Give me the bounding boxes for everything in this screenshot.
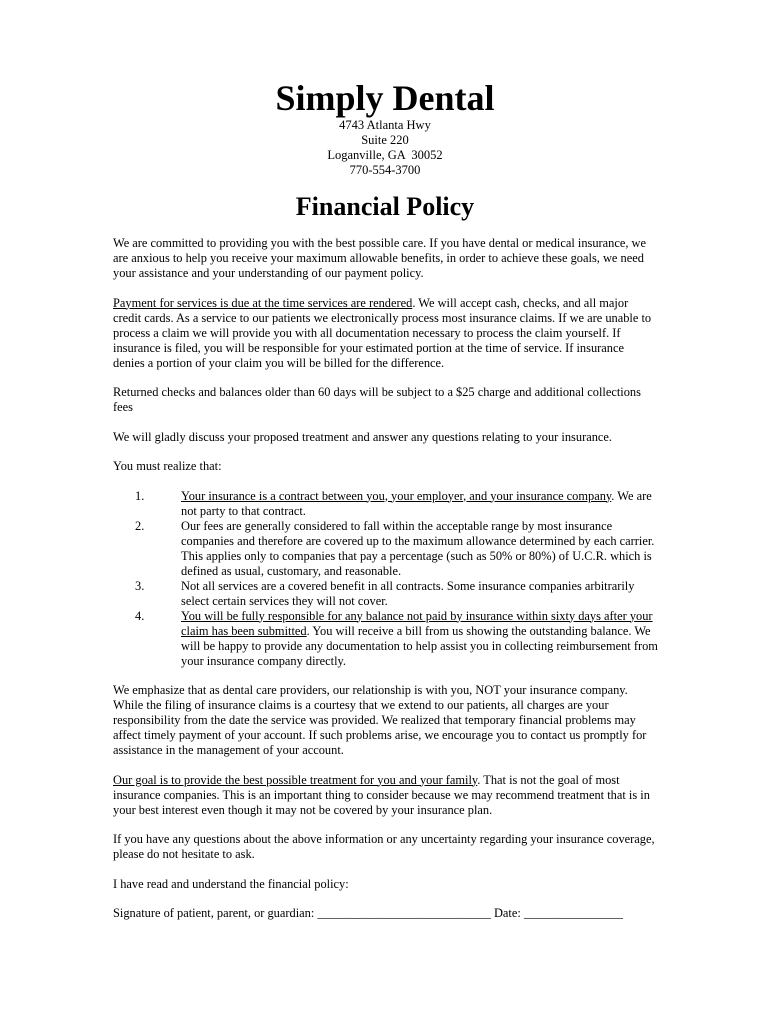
goal-text: . That is not the goal of most insurance companies. This is an important thing to consider because we may recommend treatment that is in your best interest even though it may not be covered by your insurance plan.	[113, 772, 650, 817]
returned-checks-paragraph: Returned checks and balances older than 60 days will be subject to a $25 charge and additional collections fees	[113, 385, 641, 414]
address-line-3: Loganville, GA 30052	[327, 148, 443, 162]
list-item-emphasis: You will be fully responsible for any balance not paid by insurance within sixty days after your claim has been submitted	[181, 608, 653, 638]
questions-paragraph: If you have any questions about the above information or any uncertainty regarding your insurance coverage, please do not hesitate to ask.	[113, 832, 655, 861]
payment-emphasis: Payment for services is due at the time services are rendered	[113, 295, 413, 310]
list-item-text: . We are not party to that contract.	[181, 488, 652, 518]
list-item	[113, 519, 658, 579]
acknowledge-paragraph: I have read and understand the financial policy:	[113, 876, 349, 891]
goal-emphasis: Our goal is to provide the best possible treatment for you and your family	[113, 772, 478, 787]
list-item-emphasis: Your insurance is a contract between you, your employer, and your insurance company	[181, 488, 612, 503]
list-item	[113, 579, 658, 609]
emphasize-paragraph: We emphasize that as dental care providers, our relationship is with you, NOT your insurance company. While the filing of insurance claims is a courtesy that we extend to our patients, all charges are your responsibility from the date the service was provided. We realized that temporary financial problems may affect timely payment of your account. If such problems arise, we encourage you to contact us promptly for assistance in the management of your account.	[113, 683, 647, 757]
list-item-number: 3.	[135, 578, 145, 593]
goal-paragraph	[113, 773, 658, 818]
list-item-text: Our fees are generally considered to fall within the acceptable range by most insurance companies and therefore are covered up to the maximum allowance determined by each carrier. This applies only to companies that pay a percentage (such as 50% or 80%) of U.C.R. which is defined as usual, customary, and reasonable.	[181, 518, 655, 578]
practice-name: Simply Dental	[275, 78, 495, 118]
list-item-text: Not all services are a covered benefit in all contracts. Some insurance companies arbitrarily select certain services they will not cover.	[181, 578, 635, 608]
list-item-text: . You will receive a bill from us showing the outstanding balance. We will be happy to provide any documentation to help assist you in collecting reimbursement from your insurance company directly.	[181, 623, 658, 668]
list-item	[113, 489, 658, 519]
address-line-1: 4743 Atlanta Hwy	[339, 118, 431, 132]
policy-body	[113, 236, 658, 936]
page-title: Financial Policy	[295, 192, 475, 221]
payment-text: . We will accept cash, checks, and all major credit cards. As a service to our patients we electronically process most insurance claims. If we are unable to process a claim we will provide you with all documentation necessary to process the claim yourself. If insurance is filed, you will be responsible for your estimated portion at the time of service. If insurance denies a portion of your claim you will be billed for the difference.	[113, 295, 652, 370]
policy-list	[113, 489, 658, 669]
address-line-2: Suite 220	[361, 133, 409, 147]
list-item-number: 2.	[135, 518, 145, 533]
discuss-paragraph: We will gladly discuss your proposed treatment and answer any questions relating to your insurance.	[113, 429, 612, 444]
list-item-number: 1.	[135, 488, 145, 503]
list-item	[113, 609, 658, 669]
intro-paragraph: We are committed to providing you with the best possible care. If you have dental or medical insurance, we are anxious to help you receive your maximum allowable benefits, in order to achieve these goals, we need your assistance and your understanding of our payment policy.	[113, 236, 647, 280]
letterhead	[0, 78, 770, 178]
phone-number: 770-554-3700	[349, 163, 421, 177]
list-item-number: 4.	[135, 608, 145, 623]
payment-paragraph	[113, 296, 658, 371]
signature-line[interactable]: Signature of patient, parent, or guardian: ____________________________ Date: ________________	[113, 906, 624, 920]
realize-paragraph: You must realize that:	[113, 459, 222, 473]
